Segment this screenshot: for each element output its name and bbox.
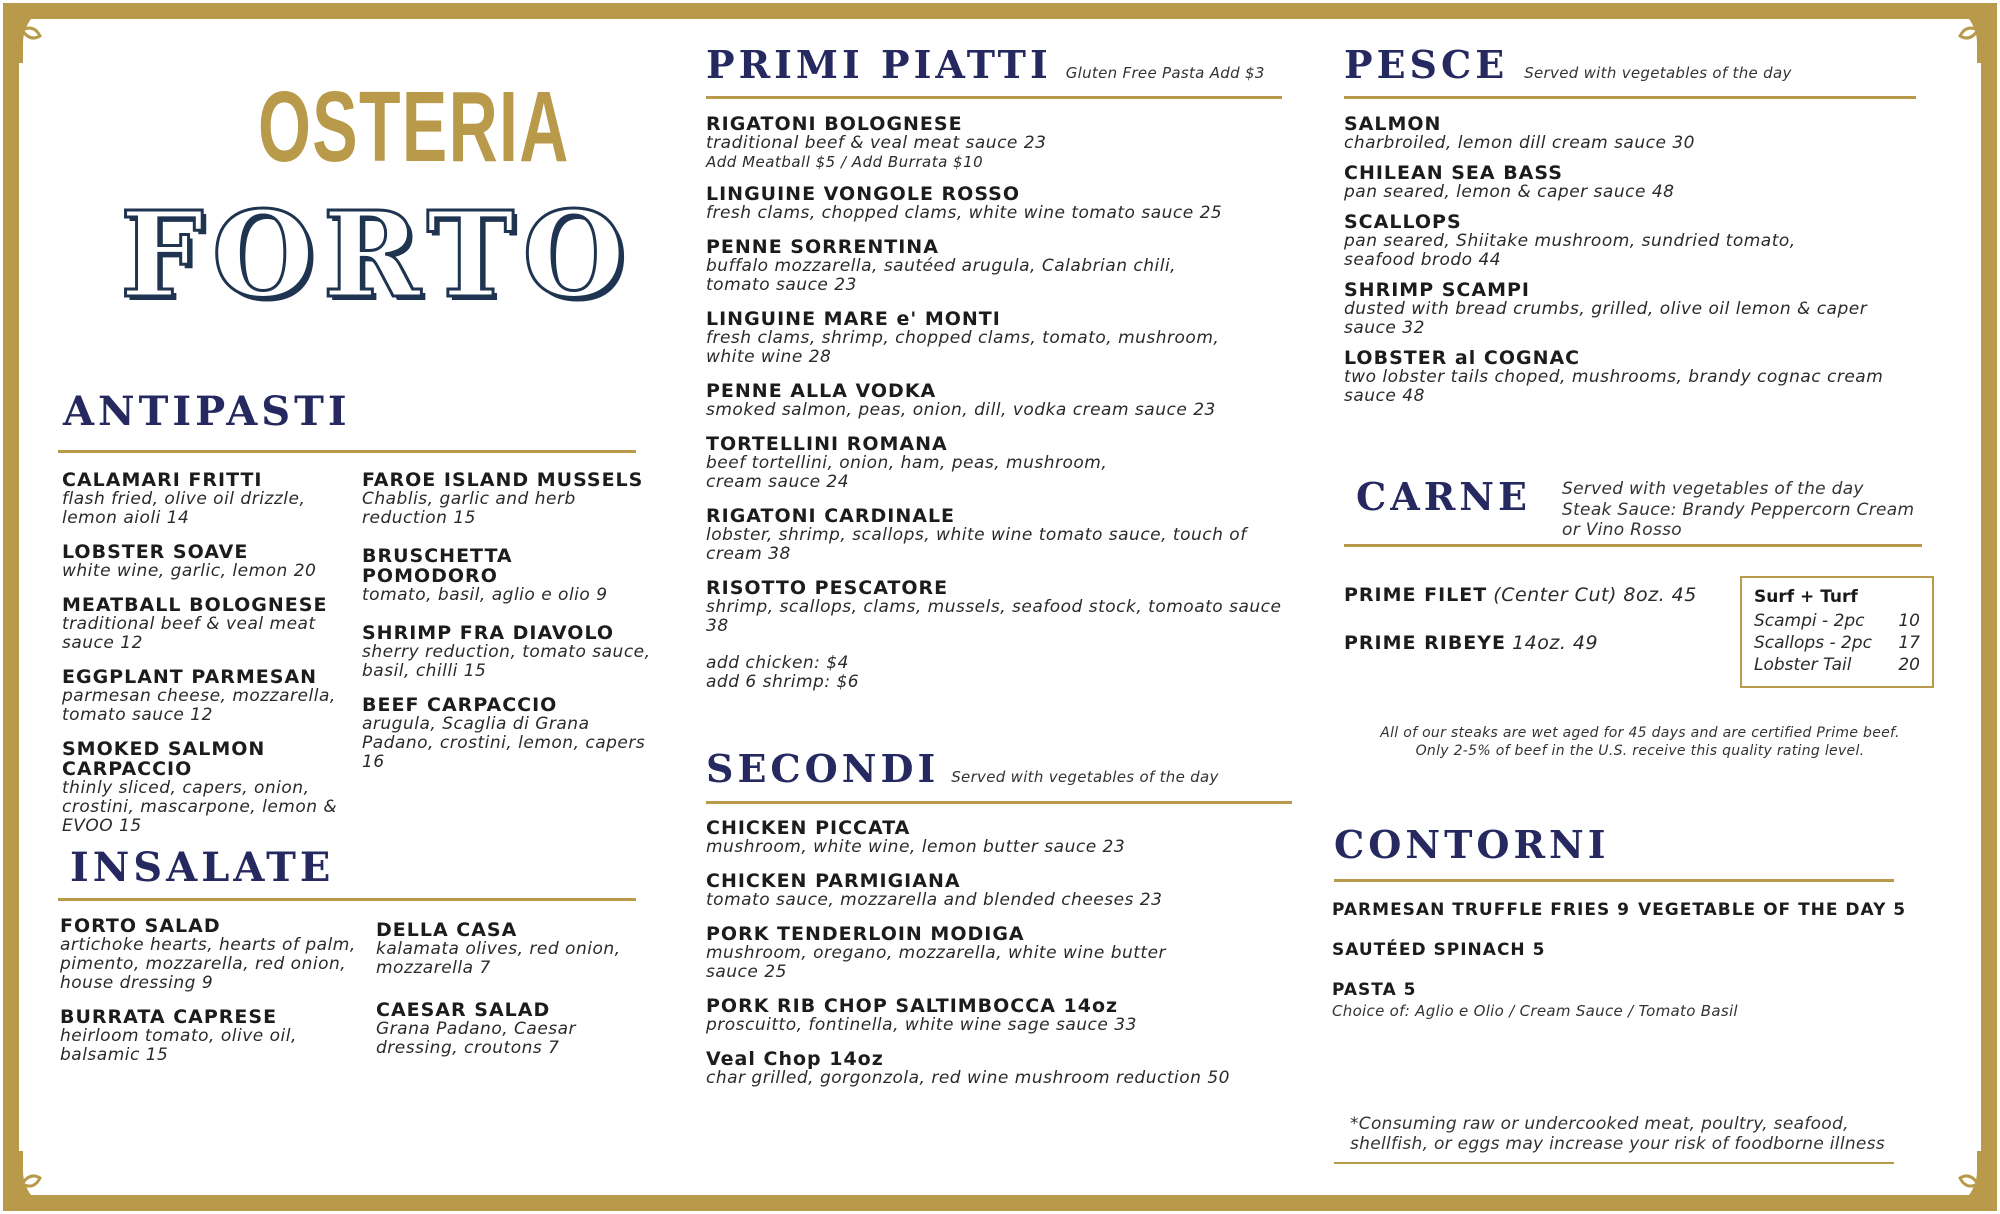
steak-footnote-1: All of our steaks are wet aged for 45 days and are certified Prime beef. <box>1380 725 1900 741</box>
contorni-rule <box>1334 879 1894 882</box>
item-name: CHICKEN PICCATA <box>706 817 911 839</box>
secondi-header <box>706 746 1219 791</box>
item-name: LOBSTER al COGNAC <box>1344 347 1581 369</box>
contorni-vegetable: VEGETABLE OF THE DAY 5 <box>1638 900 1907 920</box>
item-desc: fresh clams, chopped clams, white wine tomato sauce 25 <box>706 203 1223 223</box>
steak-footnote <box>1340 724 1940 760</box>
contorni-pasta-note: Choice of: Aglio e Olio / Cream Sauce / Tomato Basil <box>1332 1002 1738 1020</box>
primi-rule <box>706 96 1282 99</box>
pesce-note: Served with vegetables of the day <box>1524 64 1792 82</box>
brand-forto: FORTO <box>120 185 634 324</box>
item-desc: Grana Padano, Caesar dressing, croutons 7 <box>376 1019 577 1058</box>
carne-note-2: Steak Sauce: Brandy Peppercorn Cream or Vino Rosso <box>1562 500 1915 540</box>
item-desc: shrimp, scallops, clams, mussels, seafood stock, tomoato sauce 38 <box>706 597 1282 636</box>
insalate-right-column <box>376 920 656 1072</box>
item-name: PRIME FILET <box>1344 584 1488 606</box>
item-desc: white wine, garlic, lemon 20 <box>62 561 317 581</box>
surf-label: Scallops - 2pc <box>1754 633 1872 653</box>
insalate-heading: INSALATE <box>70 844 335 891</box>
surf-turf-title: Surf + Turf <box>1754 587 1858 607</box>
menu-item <box>706 871 1306 910</box>
item-name: RISOTTO PESCATORE <box>706 577 949 599</box>
menu-item <box>62 542 352 581</box>
surf-price: 10 <box>1898 611 1920 631</box>
menu-item <box>362 623 652 681</box>
menu-item <box>376 1000 656 1058</box>
disclaimer <box>1350 1114 1930 1154</box>
insalate-rule <box>58 898 636 901</box>
item-name: SCALLOPS <box>1344 211 1462 233</box>
disclaimer-line-2: shellfish, or eggs may increase your risk of foodborne illness <box>1350 1134 1885 1154</box>
item-desc: traditional beef & veal meat sauce 12 <box>62 614 316 653</box>
menu-item <box>1344 584 1724 606</box>
secondi-heading: SECONDI <box>706 746 940 791</box>
addon-chicken: add chicken: $4 <box>706 653 849 673</box>
item-name: PENNE SORRENTINA <box>706 236 939 258</box>
item-name: SHRIMP FRA DIAVOLO <box>362 622 615 644</box>
surf-label: Lobster Tail <box>1754 655 1852 675</box>
menu-item <box>1344 163 1924 202</box>
primi-header <box>706 42 1265 87</box>
item-desc: tomato sauce, mozzarella and blended cheeses 23 <box>706 890 1163 910</box>
surf-row <box>1754 632 1920 654</box>
item-name: MEATBALL BOLOGNESE <box>62 594 328 616</box>
item-name: PENNE ALLA VODKA <box>706 380 937 402</box>
item-desc: mushroom, white wine, lemon butter sauce 23 <box>706 837 1126 857</box>
menu-item <box>706 309 1296 367</box>
item-desc: smoked salmon, peas, onion, dill, vodka cream sauce 23 <box>706 400 1216 420</box>
menu-item <box>1344 632 1724 654</box>
menu-item <box>706 114 1296 172</box>
surf-row <box>1754 654 1920 676</box>
brand-osteria: OSTERIA <box>258 71 570 183</box>
item-desc: two lobster tails choped, mushrooms, brandy cognac cream sauce 48 <box>1344 367 1884 406</box>
contorni-pasta: PASTA 5 <box>1332 980 1417 1000</box>
carne-heading: CARNE <box>1356 474 1532 519</box>
disclaimer-rule <box>1334 1162 1894 1164</box>
disclaimer-line-1: *Consuming raw or undercooked meat, poultry, seafood, <box>1350 1114 1849 1134</box>
item-desc: heirloom tomato, olive oil, balsamic 15 <box>60 1026 297 1065</box>
item-name: PRIME RIBEYE <box>1344 632 1507 654</box>
primi-addons <box>706 654 1296 692</box>
item-name: LINGUINE MARE e' MONTI <box>706 308 1001 330</box>
item-desc: dusted with bread crumbs, grilled, olive oil lemon & caper sauce 32 <box>1344 299 1868 338</box>
pesce-header <box>1344 42 1792 87</box>
item-desc: lobster, shrimp, scallops, white wine tomato sauce, touch of cream 38 <box>706 525 1247 564</box>
item-name: RIGATONI CARDINALE <box>706 505 956 527</box>
secondi-items <box>706 818 1306 1102</box>
item-name: Veal Chop 14oz <box>706 1048 884 1070</box>
surf-price: 17 <box>1898 633 1920 653</box>
surf-turf-box <box>1740 576 1934 688</box>
item-name: CALAMARI FRITTI <box>62 469 263 491</box>
item-name: LOBSTER SOAVE <box>62 541 249 563</box>
item-extra: Add Meatball $5 / Add Burrata $10 <box>706 153 984 171</box>
surf-label: Scampi - 2pc <box>1754 611 1865 631</box>
menu-item <box>706 924 1306 982</box>
primi-items <box>706 114 1296 692</box>
menu-item <box>362 695 652 772</box>
carne-items <box>1344 584 1724 654</box>
contorni-fries: PARMESAN TRUFFLE FRIES 9 <box>1332 900 1630 920</box>
surf-row <box>1754 610 1920 632</box>
item-name: BEEF CARPACCIO <box>362 694 558 716</box>
menu-item <box>60 1007 360 1065</box>
addon-shrimp: add 6 shrimp: $6 <box>706 672 860 692</box>
item-desc: arugula, Scaglia di Grana Padano, crostini, lemon, capers 16 <box>362 714 646 772</box>
secondi-rule <box>706 801 1292 804</box>
item-desc: mushroom, oregano, mozzarella, white wine butter sauce 25 <box>706 943 1167 982</box>
menu-item <box>1344 348 1924 406</box>
item-name: CHICKEN PARMIGIANA <box>706 870 961 892</box>
menu-item <box>706 506 1296 564</box>
carne-notes <box>1562 478 1942 540</box>
item-desc: Chablis, garlic and herb reduction 15 <box>362 489 576 528</box>
item-desc: char grilled, gorgonzola, red wine mushroom reduction 50 <box>706 1068 1230 1088</box>
surf-price: 20 <box>1898 655 1920 675</box>
item-desc: fresh clams, shrimp, chopped clams, tomato, mushroom, white wine 28 <box>706 328 1220 367</box>
menu-item <box>1344 114 1924 153</box>
item-name: EGGPLANT PARMESAN <box>62 666 318 688</box>
item-desc: artichoke hearts, hearts of palm, pimento, mozzarella, red onion, house dressing 9 <box>60 935 356 993</box>
item-name: LINGUINE VONGOLE ROSSO <box>706 183 1020 205</box>
item-name: BURRATA CAPRESE <box>60 1006 278 1028</box>
carne-note-1: Served with vegetables of the day <box>1562 479 1864 499</box>
menu-item <box>376 920 656 978</box>
contorni-spinach: SAUTÉED SPINACH 5 <box>1332 940 1546 960</box>
item-desc: pan seared, lemon & caper sauce 48 <box>1344 182 1675 202</box>
item-desc: thinly sliced, capers, onion, crostini, mascarpone, lemon & EVOO 15 <box>62 778 338 836</box>
menu-item <box>62 667 352 725</box>
item-name: PORK TENDERLOIN MODIGA <box>706 923 1025 945</box>
menu-item <box>362 470 652 528</box>
item-name: SMOKED SALMON CARPACCIO <box>62 738 266 780</box>
item-name: CHILEAN SEA BASS <box>1344 162 1563 184</box>
item-desc: buffalo mozzarella, sautéed arugula, Calabrian chili, tomato sauce 23 <box>706 256 1177 295</box>
menu-item <box>706 996 1306 1035</box>
item-name: CAESAR SALAD <box>376 999 551 1021</box>
menu-item <box>362 546 652 605</box>
item-desc: parmesan cheese, mozzarella, tomato sauce 12 <box>62 686 336 725</box>
menu-item <box>1344 212 1924 270</box>
menu-item <box>62 595 352 653</box>
menu-item <box>62 739 352 836</box>
menu-item <box>706 578 1296 636</box>
carne-rule <box>1344 544 1922 547</box>
item-desc: flash fried, olive oil drizzle, lemon aioli 14 <box>62 489 306 528</box>
item-name: BRUSCHETTA POMODORO <box>362 545 513 587</box>
steak-footnote-2: Only 2-5% of beef in the U.S. receive this quality rating level. <box>1415 743 1865 759</box>
antipasti-rule <box>58 450 636 453</box>
item-desc: beef tortellini, onion, ham, peas, mushroom, cream sauce 24 <box>706 453 1108 492</box>
menu-item <box>1344 280 1924 338</box>
menu-item <box>706 237 1296 295</box>
item-desc: proscuitto, fontinella, white wine sage sauce 33 <box>706 1015 1137 1035</box>
item-desc: kalamata olives, red onion, mozzarella 7 <box>376 939 621 978</box>
item-name: TORTELLINI ROMANA <box>706 433 948 455</box>
pesce-items <box>1344 114 1924 420</box>
pesce-heading: PESCE <box>1344 42 1509 87</box>
item-desc: (Center Cut) 8oz. 45 <box>1493 584 1697 606</box>
menu-item <box>706 1049 1306 1088</box>
item-name: FAROE ISLAND MUSSELS <box>362 469 644 491</box>
menu-item <box>60 916 360 993</box>
item-desc: sherry reduction, tomato sauce, basil, chilli 15 <box>362 642 651 681</box>
item-desc: 14oz. 49 <box>1512 632 1599 654</box>
pesce-rule <box>1344 96 1916 99</box>
item-desc: pan seared, Shiitake mushroom, sundried tomato, seafood brodo 44 <box>1344 231 1796 270</box>
menu-item <box>706 818 1306 857</box>
menu-item <box>706 434 1296 492</box>
item-desc: traditional beef & veal meat sauce 23 <box>706 133 1047 153</box>
item-name: SALMON <box>1344 113 1442 135</box>
item-desc: tomato, basil, aglio e olio 9 <box>362 585 608 605</box>
antipasti-heading: ANTIPASTI <box>63 388 351 435</box>
primi-note: Gluten Free Pasta Add $3 <box>1065 64 1265 82</box>
insalate-left-column <box>60 916 360 1079</box>
item-name: DELLA CASA <box>376 919 518 941</box>
menu-item <box>706 381 1296 420</box>
menu-item <box>62 470 352 528</box>
antipasti-right-column <box>362 470 652 786</box>
primi-heading: PRIMI PIATTI <box>706 42 1052 87</box>
menu-item <box>706 184 1296 223</box>
item-name: FORTO SALAD <box>60 915 221 937</box>
item-name: RIGATONI BOLOGNESE <box>706 113 963 135</box>
antipasti-left-column <box>62 470 352 850</box>
secondi-note: Served with vegetables of the day <box>951 768 1219 786</box>
item-name: SHRIMP SCAMPI <box>1344 279 1530 301</box>
item-desc: charbroiled, lemon dill cream sauce 30 <box>1344 133 1695 153</box>
item-name: PORK RIB CHOP SALTIMBOCCA 14oz <box>706 995 1119 1017</box>
contorni-heading: CONTORNI <box>1334 822 1610 867</box>
